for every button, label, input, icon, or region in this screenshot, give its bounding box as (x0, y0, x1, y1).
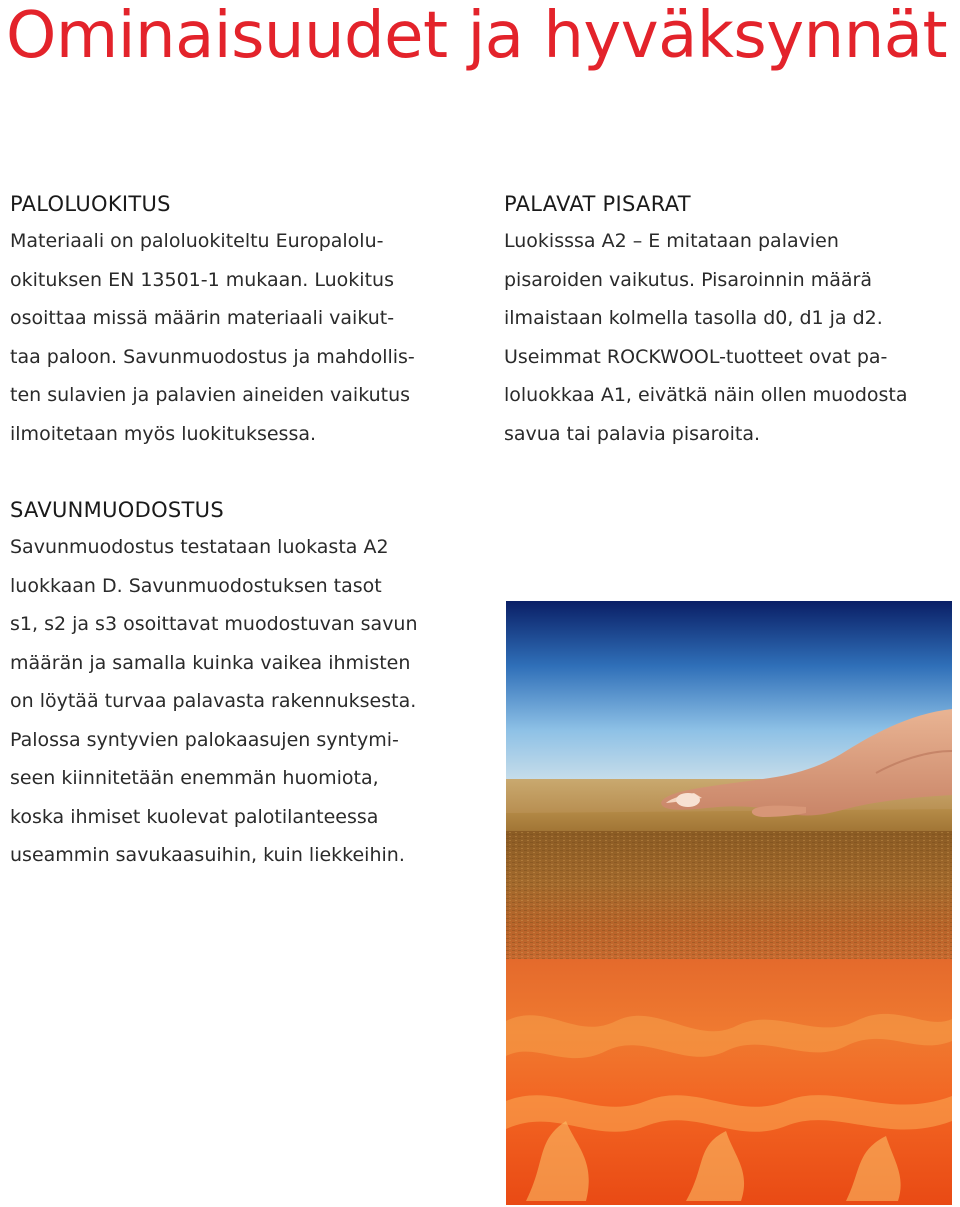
text-line: loluokkaa A1, eivätkä näin ollen muodosta (504, 384, 908, 406)
text-line: seen kiinnitetään enemmän huomiota, (10, 767, 379, 789)
text-line: Luokisssa A2 – E mitataan palavien (504, 230, 839, 252)
text-line: Useimmat ROCKWOOL-tuotteet ovat pa- (504, 345, 888, 368)
text-line: ilmaistaan kolmella tasolla d0, d1 ja d2. (504, 307, 883, 329)
section-body-palavat-pisarat (504, 222, 960, 453)
text-line: Materiaali on paloluokiteltu Europalolu- (10, 230, 384, 252)
text-line: luokkaan D. Savunmuodostuksen tasot (10, 574, 382, 597)
text-line: Palossa syntyvien palokaasujen syntymi- (10, 728, 399, 751)
section-body-savunmuodostus (10, 528, 490, 875)
text-line: määrän ja samalla kuinka vaikea ihmisten (10, 651, 411, 674)
text-line: osoittaa missä määrin materiaali vaikut- (10, 307, 395, 329)
text-line: useammin savukaasuihin, kuin liekkeihin. (10, 844, 405, 866)
text-line: okituksen EN 13501-1 mukaan. Luokitus (10, 268, 394, 291)
page-title: Ominaisuudet ja hyväksynnät (6, 0, 948, 73)
section-savunmuodostus (10, 498, 490, 875)
text-line: savua tai palavia pisaroita. (504, 422, 761, 445)
section-heading-palavat-pisarat: PALAVAT PISARAT (504, 192, 691, 216)
section-paloluokitus (10, 192, 480, 453)
section-body-paloluokitus (10, 222, 480, 453)
text-line: Savunmuodostus testataan luokasta A2 (10, 536, 389, 558)
text-line: pisaroiden vaikutus. Pisaroinnin määrä (504, 268, 872, 291)
text-line: ilmoitetaan myös luokituksessa. (10, 422, 317, 445)
text-line: koska ihmiset kuolevat palotilanteessa (10, 805, 379, 828)
text-line: s1, s2 ja s3 osoittavat muodostuvan savun (10, 613, 418, 635)
text-line: taa paloon. Savunmuodostus ja mahdollis- (10, 345, 415, 368)
hand-on-stone-wool-above-flames-photo (506, 601, 952, 1205)
text-line: ten sulavien ja palavien aineiden vaikutus (10, 384, 411, 406)
text-line: on löytää turvaa palavasta rakennuksesta. (10, 690, 417, 712)
section-heading-paloluokitus: PALOLUOKITUS (10, 192, 171, 216)
section-palavat-pisarat (504, 192, 960, 453)
section-heading-savunmuodostus: SAVUNMUODOSTUS (10, 498, 224, 522)
